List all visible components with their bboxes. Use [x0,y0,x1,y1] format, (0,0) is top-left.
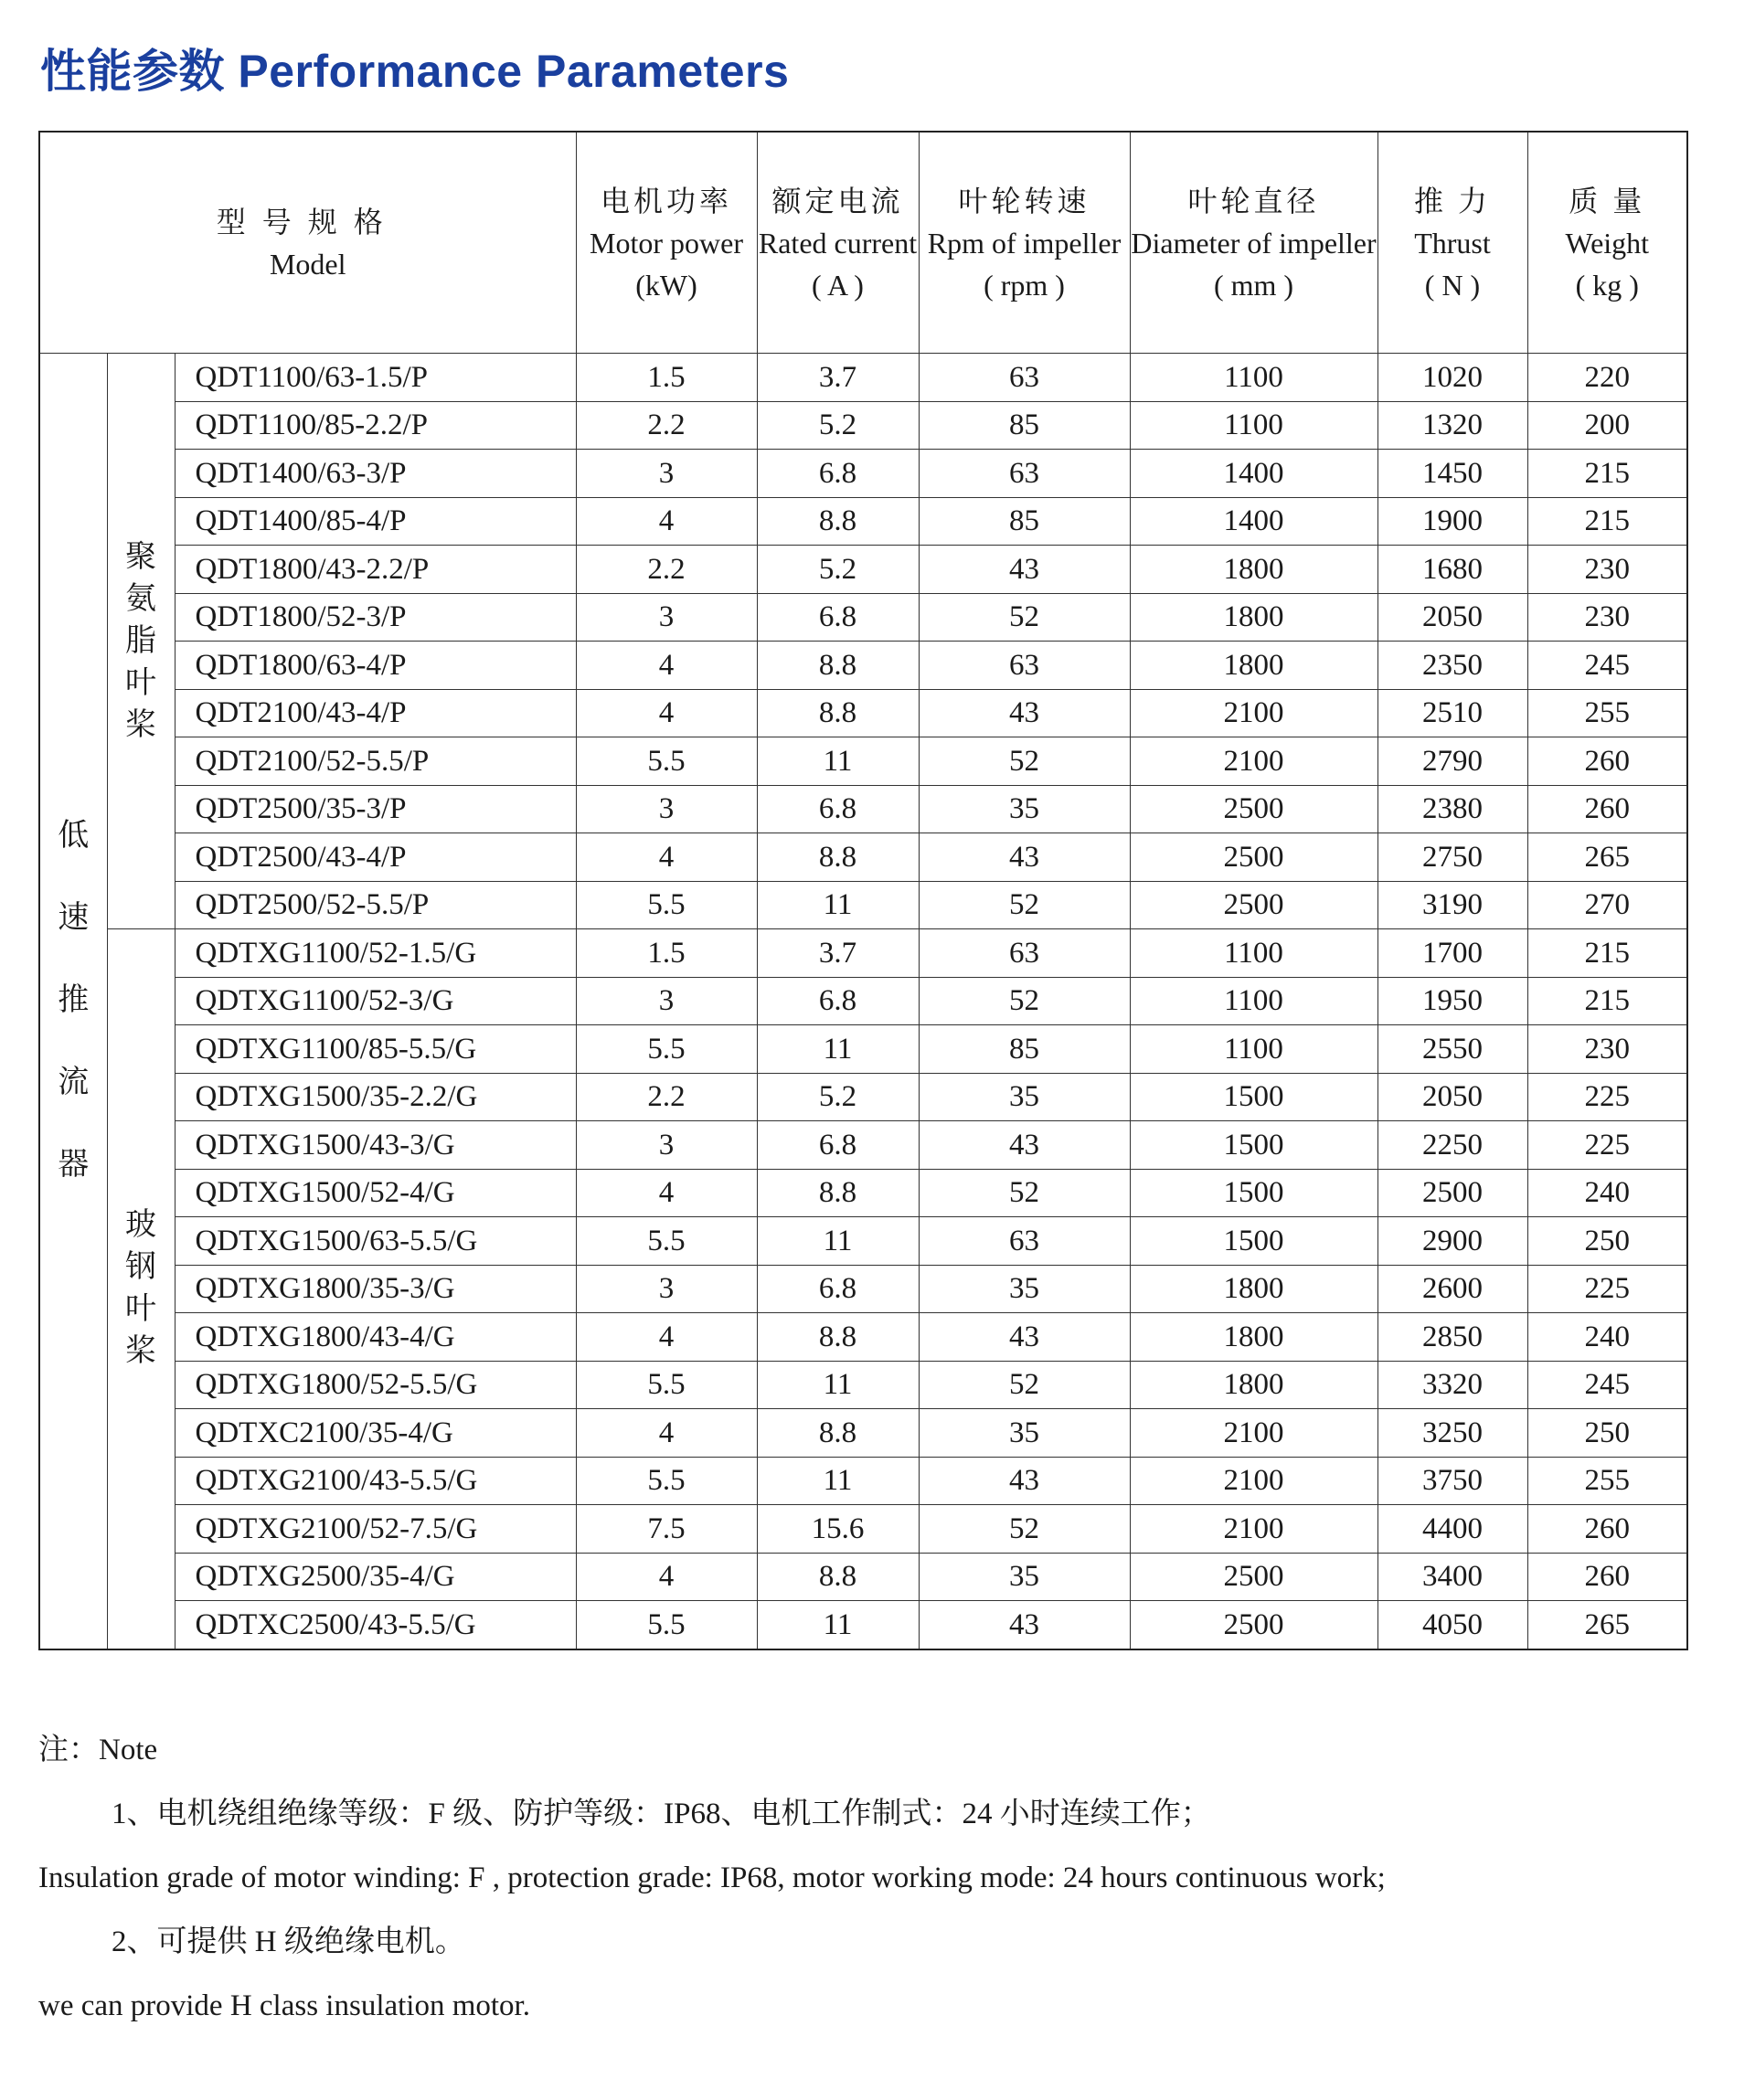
cell-motor-power: 5.5 [576,737,757,786]
category-cell [39,354,107,1649]
cell-thrust: 1900 [1377,497,1527,546]
notes-section [38,1718,1702,2038]
cell-motor-power: 4 [576,1313,757,1362]
cell-model: QDTXG1100/52-1.5/G [175,929,576,978]
cell-motor-power: 3 [576,450,757,498]
cell-model: QDT1800/52-3/P [175,593,576,642]
cell-weight: 260 [1527,1505,1687,1554]
cell-diameter: 2500 [1130,881,1377,929]
cell-rpm: 43 [919,1457,1130,1505]
header-thrust-unit: ( N ) [1424,268,1481,302]
cell-weight: 225 [1527,1121,1687,1170]
cell-rated-current: 6.8 [757,593,919,642]
cell-diameter: 1800 [1130,1313,1377,1362]
cell-motor-power: 5.5 [576,1457,757,1505]
cell-weight: 215 [1527,497,1687,546]
cell-motor-power: 7.5 [576,1505,757,1554]
header-thrust [1377,132,1527,354]
cell-thrust: 1320 [1377,401,1527,450]
cell-weight: 200 [1527,401,1687,450]
cell-rpm: 52 [919,1361,1130,1409]
cell-rated-current: 11 [757,1601,919,1649]
table-row [39,785,1687,833]
group-cell [107,354,175,929]
cell-diameter: 1500 [1130,1169,1377,1217]
header-rated-current [757,132,919,354]
cell-rpm: 63 [919,450,1130,498]
cell-diameter: 2500 [1130,785,1377,833]
header-rpm-cn: 叶轮转速 [958,184,1090,217]
cell-thrust: 2550 [1377,1025,1527,1074]
cell-motor-power: 4 [576,642,757,690]
cell-motor-power: 2.2 [576,1073,757,1121]
cell-thrust: 2500 [1377,1169,1527,1217]
cell-model: QDTXG1500/52-4/G [175,1169,576,1217]
cell-motor-power: 3 [576,785,757,833]
header-thrust-cn: 推 力 [1413,184,1491,217]
cell-model: QDT2100/52-5.5/P [175,737,576,786]
header-thrust-en: Thrust [1414,226,1491,260]
cell-thrust: 1700 [1377,929,1527,978]
cell-weight: 225 [1527,1265,1687,1313]
cell-model: QDT2500/35-3/P [175,785,576,833]
cell-thrust: 1450 [1377,450,1527,498]
cell-weight: 265 [1527,833,1687,882]
cell-rpm: 63 [919,1217,1130,1266]
cell-motor-power: 5.5 [576,881,757,929]
cell-motor-power: 2.2 [576,401,757,450]
table-header-row [39,132,1687,354]
table-row [39,1553,1687,1601]
cell-thrust: 2350 [1377,642,1527,690]
cell-rated-current: 8.8 [757,1553,919,1601]
cell-rpm: 35 [919,1409,1130,1458]
cell-weight: 225 [1527,1073,1687,1121]
table-row [39,497,1687,546]
cell-weight: 270 [1527,881,1687,929]
header-model-cn: 型号规格 [216,205,399,239]
note-2-en: we can provide H class insulation motor. [38,1989,530,2022]
table-row [39,1409,1687,1458]
cell-diameter: 2100 [1130,1505,1377,1554]
header-diam-en: Diameter of impeller [1131,226,1377,260]
header-rpm-en: Rpm of impeller [927,226,1122,260]
cell-weight: 240 [1527,1169,1687,1217]
cell-weight: 230 [1527,546,1687,594]
cell-model: QDT2500/52-5.5/P [175,881,576,929]
table-row [39,1505,1687,1554]
cell-rated-current: 11 [757,1361,919,1409]
table-row [39,546,1687,594]
cell-model: QDTXG1500/63-5.5/G [175,1217,576,1266]
cell-motor-power: 5.5 [576,1601,757,1649]
cell-thrust: 2510 [1377,689,1527,737]
cell-model: QDTXG1800/52-5.5/G [175,1361,576,1409]
group-label: 玻钢叶桨 [125,1208,156,1369]
cell-weight: 245 [1527,642,1687,690]
header-model-en: Model [269,247,346,281]
header-weight [1527,132,1687,354]
cell-motor-power: 5.5 [576,1361,757,1409]
cell-rated-current: 11 [757,1217,919,1266]
cell-rpm: 63 [919,642,1130,690]
cell-rated-current: 11 [757,1457,919,1505]
table-row [39,1361,1687,1409]
cell-weight: 230 [1527,1025,1687,1074]
cell-model: QDTXC2100/35-4/G [175,1409,576,1458]
header-weight-unit: ( kg ) [1575,268,1639,302]
cell-diameter: 1100 [1130,977,1377,1025]
cell-diameter: 1800 [1130,642,1377,690]
cell-model: QDTXG2100/43-5.5/G [175,1457,576,1505]
cell-model: QDTXG2100/52-7.5/G [175,1505,576,1554]
cell-thrust: 2900 [1377,1217,1527,1266]
cell-rpm: 43 [919,1601,1130,1649]
header-diam-cn: 叶轮直径 [1187,184,1320,217]
cell-thrust: 3190 [1377,881,1527,929]
cell-thrust: 2850 [1377,1313,1527,1362]
cell-motor-power: 5.5 [576,1217,757,1266]
cell-rpm: 52 [919,593,1130,642]
cell-rpm: 35 [919,1073,1130,1121]
table-row [39,1457,1687,1505]
cell-rated-current: 11 [757,737,919,786]
cell-weight: 220 [1527,354,1687,402]
cell-model: QDT1100/63-1.5/P [175,354,576,402]
table-row [39,1313,1687,1362]
header-motor-cn: 电机功率 [600,184,732,217]
table-row [39,1025,1687,1074]
header-motor-power [576,132,757,354]
cell-diameter: 1800 [1130,1361,1377,1409]
cell-thrust: 1020 [1377,354,1527,402]
cell-rpm: 63 [919,929,1130,978]
table-row [39,977,1687,1025]
cell-weight: 230 [1527,593,1687,642]
cell-thrust: 3400 [1377,1553,1527,1601]
cell-weight: 260 [1527,737,1687,786]
header-diam-unit: ( mm ) [1213,268,1294,302]
cell-rated-current: 8.8 [757,497,919,546]
cell-model: QDTXG1100/85-5.5/G [175,1025,576,1074]
header-current-unit: ( A ) [812,268,864,302]
cell-rated-current: 6.8 [757,1265,919,1313]
cell-model: QDT1800/63-4/P [175,642,576,690]
cell-weight: 265 [1527,1601,1687,1649]
performance-table-wrapper [38,131,1688,1650]
cell-motor-power: 4 [576,833,757,882]
cell-rated-current: 8.8 [757,833,919,882]
cell-rated-current: 8.8 [757,689,919,737]
cell-diameter: 1800 [1130,1265,1377,1313]
cell-rated-current: 5.2 [757,1073,919,1121]
cell-rpm: 35 [919,1265,1130,1313]
performance-table [38,131,1688,1650]
cell-thrust: 2600 [1377,1265,1527,1313]
cell-motor-power: 1.5 [576,929,757,978]
cell-weight: 255 [1527,689,1687,737]
cell-model: QDT1100/85-2.2/P [175,401,576,450]
cell-rated-current: 15.6 [757,1505,919,1554]
cell-model: QDTXG1800/35-3/G [175,1265,576,1313]
group-cell [107,929,175,1649]
header-weight-cn: 质 量 [1569,184,1646,217]
table-row [39,833,1687,882]
page-title: 性能参数 Performance Parameters [40,46,790,97]
category-label: 低速推流器 [58,819,90,1183]
header-rpm [919,132,1130,354]
cell-diameter: 1100 [1130,929,1377,978]
cell-thrust: 3750 [1377,1457,1527,1505]
table-row [39,450,1687,498]
cell-model: QDT2100/43-4/P [175,689,576,737]
table-row [39,1217,1687,1266]
cell-weight: 215 [1527,450,1687,498]
cell-diameter: 1500 [1130,1073,1377,1121]
cell-rpm: 52 [919,1169,1130,1217]
cell-rated-current: 6.8 [757,1121,919,1170]
cell-rpm: 52 [919,977,1130,1025]
cell-motor-power: 4 [576,497,757,546]
cell-thrust: 3320 [1377,1361,1527,1409]
cell-model: QDT2500/43-4/P [175,833,576,882]
cell-model: QDTXG2500/35-4/G [175,1553,576,1601]
cell-rpm: 43 [919,546,1130,594]
cell-weight: 260 [1527,1553,1687,1601]
cell-rated-current: 3.7 [757,929,919,978]
cell-model: QDTXG1800/43-4/G [175,1313,576,1362]
cell-motor-power: 3 [576,1121,757,1170]
table-row [39,642,1687,690]
notes-heading: 注：Note [38,1734,158,1766]
cell-model: QDTXC2500/43-5.5/G [175,1601,576,1649]
cell-weight: 245 [1527,1361,1687,1409]
table-row [39,689,1687,737]
table-row [39,881,1687,929]
cell-motor-power: 2.2 [576,546,757,594]
cell-model: QDTXG1500/35-2.2/G [175,1073,576,1121]
cell-rpm: 43 [919,689,1130,737]
table-row [39,593,1687,642]
cell-thrust: 2050 [1377,1073,1527,1121]
header-motor-unit: (kW) [635,268,697,302]
cell-thrust: 1950 [1377,977,1527,1025]
cell-diameter: 2500 [1130,1601,1377,1649]
cell-rated-current: 5.2 [757,546,919,594]
group-label: 聚氨脂叶桨 [125,539,156,742]
table-row [39,929,1687,978]
cell-rpm: 52 [919,1505,1130,1554]
cell-weight: 215 [1527,929,1687,978]
cell-rated-current: 11 [757,1025,919,1074]
note-2-cn: 2、可提供 H 级绝缘电机。 [112,1925,465,1958]
cell-rated-current: 8.8 [757,642,919,690]
cell-rpm: 85 [919,497,1130,546]
cell-thrust: 1680 [1377,546,1527,594]
cell-rpm: 35 [919,785,1130,833]
header-rpm-unit: ( rpm ) [984,268,1065,302]
cell-rated-current: 3.7 [757,354,919,402]
table-row [39,1121,1687,1170]
cell-rated-current: 8.8 [757,1409,919,1458]
header-weight-en: Weight [1565,226,1650,260]
cell-weight: 260 [1527,785,1687,833]
header-motor-en: Motor power [590,226,743,260]
cell-diameter: 2100 [1130,737,1377,786]
cell-model: QDTXG1100/52-3/G [175,977,576,1025]
cell-motor-power: 3 [576,1265,757,1313]
cell-weight: 240 [1527,1313,1687,1362]
cell-motor-power: 1.5 [576,354,757,402]
table-row [39,354,1687,402]
cell-rpm: 85 [919,1025,1130,1074]
table-row [39,401,1687,450]
cell-thrust: 4050 [1377,1601,1527,1649]
table-row [39,1601,1687,1649]
cell-diameter: 1400 [1130,450,1377,498]
cell-model: QDT1800/43-2.2/P [175,546,576,594]
cell-rpm: 43 [919,1313,1130,1362]
cell-diameter: 1100 [1130,354,1377,402]
cell-rated-current: 5.2 [757,401,919,450]
table-body [39,354,1687,1649]
cell-diameter: 2500 [1130,1553,1377,1601]
header-diameter [1130,132,1377,354]
cell-model: QDT1400/63-3/P [175,450,576,498]
cell-rated-current: 11 [757,881,919,929]
cell-weight: 215 [1527,977,1687,1025]
header-current-en: Rated current [758,226,918,260]
cell-rated-current: 6.8 [757,785,919,833]
table-row [39,1169,1687,1217]
header-current-cn: 额定电流 [771,184,904,217]
cell-motor-power: 3 [576,593,757,642]
cell-diameter: 2100 [1130,1457,1377,1505]
cell-rated-current: 6.8 [757,977,919,1025]
table-row [39,1265,1687,1313]
cell-diameter: 1400 [1130,497,1377,546]
cell-rpm: 52 [919,881,1130,929]
cell-diameter: 1800 [1130,593,1377,642]
cell-diameter: 1100 [1130,401,1377,450]
cell-diameter: 1500 [1130,1121,1377,1170]
cell-rated-current: 6.8 [757,450,919,498]
cell-thrust: 2750 [1377,833,1527,882]
cell-motor-power: 5.5 [576,1025,757,1074]
cell-motor-power: 4 [576,689,757,737]
cell-diameter: 1800 [1130,546,1377,594]
note-1-en: Insulation grade of motor winding: F , protection grade: IP68, motor working mode: 24 hours continuous work; [38,1861,1386,1894]
cell-rated-current: 8.8 [757,1169,919,1217]
cell-model: QDTXG1500/43-3/G [175,1121,576,1170]
cell-rpm: 85 [919,401,1130,450]
cell-thrust: 2250 [1377,1121,1527,1170]
cell-thrust: 2050 [1377,593,1527,642]
cell-motor-power: 3 [576,977,757,1025]
cell-weight: 255 [1527,1457,1687,1505]
cell-motor-power: 4 [576,1169,757,1217]
header-model [39,132,576,354]
cell-diameter: 2100 [1130,689,1377,737]
cell-rpm: 35 [919,1553,1130,1601]
table-row [39,1073,1687,1121]
note-1-cn: 1、电机绕组绝缘等级：F 级、防护等级：IP68、电机工作制式：24 小时连续工作； [112,1798,1211,1830]
table-row [39,737,1687,786]
cell-diameter: 2100 [1130,1409,1377,1458]
cell-rpm: 43 [919,833,1130,882]
cell-thrust: 3250 [1377,1409,1527,1458]
cell-motor-power: 4 [576,1409,757,1458]
cell-weight: 250 [1527,1409,1687,1458]
cell-diameter: 1100 [1130,1025,1377,1074]
cell-diameter: 1500 [1130,1217,1377,1266]
cell-model: QDT1400/85-4/P [175,497,576,546]
cell-thrust: 2380 [1377,785,1527,833]
cell-rated-current: 8.8 [757,1313,919,1362]
cell-motor-power: 4 [576,1553,757,1601]
cell-rpm: 43 [919,1121,1130,1170]
cell-thrust: 2790 [1377,737,1527,786]
cell-thrust: 4400 [1377,1505,1527,1554]
cell-diameter: 2500 [1130,833,1377,882]
cell-rpm: 52 [919,737,1130,786]
cell-weight: 250 [1527,1217,1687,1266]
cell-rpm: 63 [919,354,1130,402]
